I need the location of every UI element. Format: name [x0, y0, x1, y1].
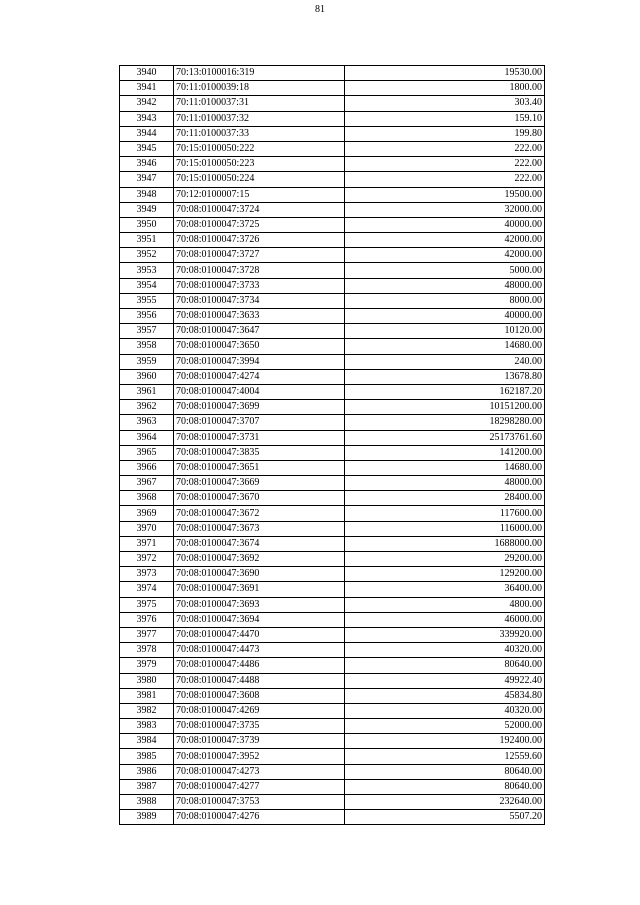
cadastral-number-cell: 70:08:0100047:3727	[174, 248, 345, 263]
row-number-cell: 3964	[120, 430, 174, 445]
row-number-cell: 3967	[120, 476, 174, 491]
table-row	[120, 552, 545, 567]
cadastral-number-cell: 70:11:0100037:32	[174, 111, 345, 126]
value-cell: 5000.00	[345, 263, 545, 278]
table-row	[120, 66, 545, 81]
row-number-cell: 3987	[120, 779, 174, 794]
row-number-cell: 3984	[120, 734, 174, 749]
table-row	[120, 445, 545, 460]
cadastral-number-cell: 70:08:0100047:3651	[174, 460, 345, 475]
row-number-cell: 3952	[120, 248, 174, 263]
value-cell: 116000.00	[345, 521, 545, 536]
row-number-cell: 3960	[120, 369, 174, 384]
value-cell: 25173761.60	[345, 430, 545, 445]
cadastral-number-cell: 70:08:0100047:4276	[174, 810, 345, 825]
cadastral-number-cell: 70:08:0100047:3835	[174, 445, 345, 460]
table-row	[120, 795, 545, 810]
value-cell: 5507.20	[345, 810, 545, 825]
row-number-cell: 3956	[120, 309, 174, 324]
table-row	[120, 339, 545, 354]
row-number-cell: 3944	[120, 126, 174, 141]
table-row	[120, 779, 545, 794]
cadastral-number-cell: 70:08:0100047:3734	[174, 293, 345, 308]
cadastral-number-cell: 70:08:0100047:3731	[174, 430, 345, 445]
cadastral-number-cell: 70:08:0100047:3753	[174, 795, 345, 810]
cadastral-number-cell: 70:12:0100007:15	[174, 187, 345, 202]
cadastral-number-cell: 70:08:0100047:4273	[174, 764, 345, 779]
value-cell: 40000.00	[345, 309, 545, 324]
table-row	[120, 460, 545, 475]
table-row	[120, 384, 545, 399]
value-cell: 42000.00	[345, 233, 545, 248]
table-row	[120, 643, 545, 658]
value-cell: 19530.00	[345, 66, 545, 81]
cadastral-number-cell: 70:08:0100047:3672	[174, 506, 345, 521]
cadastral-number-cell: 70:08:0100047:4486	[174, 658, 345, 673]
cadastral-number-cell: 70:08:0100047:3728	[174, 263, 345, 278]
table-row	[120, 567, 545, 582]
value-cell: 222.00	[345, 172, 545, 187]
value-cell: 52000.00	[345, 719, 545, 734]
cadastral-number-cell: 70:08:0100047:4470	[174, 627, 345, 642]
value-cell: 222.00	[345, 157, 545, 172]
value-cell: 36400.00	[345, 582, 545, 597]
table-row	[120, 627, 545, 642]
cadastral-number-cell: 70:08:0100047:4269	[174, 703, 345, 718]
row-number-cell: 3980	[120, 673, 174, 688]
cadastral-number-cell: 70:08:0100047:3994	[174, 354, 345, 369]
table-row	[120, 141, 545, 156]
cadastral-number-cell: 70:08:0100047:3673	[174, 521, 345, 536]
value-cell: 141200.00	[345, 445, 545, 460]
table-row	[120, 233, 545, 248]
value-cell: 129200.00	[345, 567, 545, 582]
row-number-cell: 3940	[120, 66, 174, 81]
value-cell: 199.80	[345, 126, 545, 141]
value-cell: 222.00	[345, 141, 545, 156]
table-row	[120, 293, 545, 308]
row-number-cell: 3950	[120, 217, 174, 232]
table-row	[120, 506, 545, 521]
table-row	[120, 688, 545, 703]
row-number-cell: 3955	[120, 293, 174, 308]
row-number-cell: 3945	[120, 141, 174, 156]
table-row	[120, 96, 545, 111]
cadastral-number-cell: 70:08:0100047:3694	[174, 612, 345, 627]
table-row	[120, 324, 545, 339]
value-cell: 10151200.00	[345, 400, 545, 415]
value-cell: 117600.00	[345, 506, 545, 521]
row-number-cell: 3963	[120, 415, 174, 430]
table-row	[120, 369, 545, 384]
table-row	[120, 582, 545, 597]
table-row	[120, 764, 545, 779]
row-number-cell: 3969	[120, 506, 174, 521]
cadastral-number-cell: 70:11:0100037:33	[174, 126, 345, 141]
row-number-cell: 3974	[120, 582, 174, 597]
row-number-cell: 3989	[120, 810, 174, 825]
value-cell: 80640.00	[345, 764, 545, 779]
value-cell: 40000.00	[345, 217, 545, 232]
value-cell: 192400.00	[345, 734, 545, 749]
table-row	[120, 187, 545, 202]
value-cell: 1688000.00	[345, 536, 545, 551]
table-row	[120, 202, 545, 217]
row-number-cell: 3943	[120, 111, 174, 126]
value-cell: 48000.00	[345, 476, 545, 491]
table-row	[120, 673, 545, 688]
row-number-cell: 3954	[120, 278, 174, 293]
row-number-cell: 3951	[120, 233, 174, 248]
cadastral-number-cell: 70:08:0100047:3691	[174, 582, 345, 597]
row-number-cell: 3946	[120, 157, 174, 172]
value-cell: 80640.00	[345, 658, 545, 673]
value-cell: 18298280.00	[345, 415, 545, 430]
row-number-cell: 3971	[120, 536, 174, 551]
row-number-cell: 3970	[120, 521, 174, 536]
row-number-cell: 3988	[120, 795, 174, 810]
row-number-cell: 3958	[120, 339, 174, 354]
table-row	[120, 521, 545, 536]
table-row	[120, 612, 545, 627]
cadastral-number-cell: 70:08:0100047:3739	[174, 734, 345, 749]
table-row	[120, 536, 545, 551]
table-body	[120, 66, 545, 825]
cadastral-number-cell: 70:08:0100047:3707	[174, 415, 345, 430]
cadastral-value-table	[119, 65, 545, 825]
row-number-cell: 3965	[120, 445, 174, 460]
table-row	[120, 400, 545, 415]
value-cell: 29200.00	[345, 552, 545, 567]
cadastral-number-cell: 70:15:0100050:222	[174, 141, 345, 156]
cadastral-number-cell: 70:08:0100047:3952	[174, 749, 345, 764]
value-cell: 162187.20	[345, 384, 545, 399]
table-row	[120, 597, 545, 612]
table-row	[120, 810, 545, 825]
table-row	[120, 658, 545, 673]
row-number-cell: 3973	[120, 567, 174, 582]
value-cell: 19500.00	[345, 187, 545, 202]
table-row	[120, 415, 545, 430]
value-cell: 48000.00	[345, 278, 545, 293]
row-number-cell: 3959	[120, 354, 174, 369]
cadastral-number-cell: 70:08:0100047:3725	[174, 217, 345, 232]
row-number-cell: 3983	[120, 719, 174, 734]
row-number-cell: 3961	[120, 384, 174, 399]
row-number-cell: 3957	[120, 324, 174, 339]
cadastral-number-cell: 70:11:0100037:31	[174, 96, 345, 111]
table-row	[120, 703, 545, 718]
value-cell: 14680.00	[345, 460, 545, 475]
value-cell: 159.10	[345, 111, 545, 126]
value-cell: 45834.80	[345, 688, 545, 703]
value-cell: 4800.00	[345, 597, 545, 612]
row-number-cell: 3947	[120, 172, 174, 187]
row-number-cell: 3976	[120, 612, 174, 627]
cadastral-number-cell: 70:15:0100050:223	[174, 157, 345, 172]
value-cell: 1800.00	[345, 81, 545, 96]
value-cell: 80640.00	[345, 779, 545, 794]
table-row	[120, 430, 545, 445]
table-row	[120, 749, 545, 764]
table-row	[120, 172, 545, 187]
row-number-cell: 3975	[120, 597, 174, 612]
cadastral-number-cell: 70:08:0100047:3733	[174, 278, 345, 293]
table-row	[120, 126, 545, 141]
cadastral-number-cell: 70:08:0100047:3633	[174, 309, 345, 324]
table-row	[120, 309, 545, 324]
value-cell: 232640.00	[345, 795, 545, 810]
value-cell: 10120.00	[345, 324, 545, 339]
table-row	[120, 734, 545, 749]
value-cell: 8000.00	[345, 293, 545, 308]
cadastral-number-cell: 70:08:0100047:3647	[174, 324, 345, 339]
value-cell: 40320.00	[345, 703, 545, 718]
cadastral-number-cell: 70:11:0100039:18	[174, 81, 345, 96]
table-row	[120, 491, 545, 506]
cadastral-number-cell: 70:15:0100050:224	[174, 172, 345, 187]
table-row	[120, 263, 545, 278]
cadastral-number-cell: 70:08:0100047:3608	[174, 688, 345, 703]
row-number-cell: 3978	[120, 643, 174, 658]
table-row	[120, 248, 545, 263]
value-cell: 28400.00	[345, 491, 545, 506]
value-cell: 12559.60	[345, 749, 545, 764]
cadastral-number-cell: 70:08:0100047:4277	[174, 779, 345, 794]
row-number-cell: 3981	[120, 688, 174, 703]
cadastral-number-cell: 70:08:0100047:3693	[174, 597, 345, 612]
cadastral-number-cell: 70:13:0100016:319	[174, 66, 345, 81]
row-number-cell: 3977	[120, 627, 174, 642]
cadastral-number-cell: 70:08:0100047:3692	[174, 552, 345, 567]
table-row	[120, 476, 545, 491]
row-number-cell: 3962	[120, 400, 174, 415]
value-cell: 32000.00	[345, 202, 545, 217]
table-row	[120, 278, 545, 293]
cadastral-number-cell: 70:08:0100047:3650	[174, 339, 345, 354]
row-number-cell: 3948	[120, 187, 174, 202]
cadastral-number-cell: 70:08:0100047:3735	[174, 719, 345, 734]
table-row	[120, 354, 545, 369]
value-cell: 49922.40	[345, 673, 545, 688]
table-row	[120, 111, 545, 126]
row-number-cell: 3966	[120, 460, 174, 475]
cadastral-number-cell: 70:08:0100047:3674	[174, 536, 345, 551]
row-number-cell: 3979	[120, 658, 174, 673]
cadastral-number-cell: 70:08:0100047:3724	[174, 202, 345, 217]
value-cell: 13678.80	[345, 369, 545, 384]
row-number-cell: 3941	[120, 81, 174, 96]
cadastral-number-cell: 70:08:0100047:3726	[174, 233, 345, 248]
cadastral-number-cell: 70:08:0100047:3669	[174, 476, 345, 491]
row-number-cell: 3953	[120, 263, 174, 278]
cadastral-number-cell: 70:08:0100047:4274	[174, 369, 345, 384]
cadastral-number-cell: 70:08:0100047:4004	[174, 384, 345, 399]
cadastral-number-cell: 70:08:0100047:3699	[174, 400, 345, 415]
row-number-cell: 3985	[120, 749, 174, 764]
value-cell: 14680.00	[345, 339, 545, 354]
table-row	[120, 217, 545, 232]
row-number-cell: 3972	[120, 552, 174, 567]
cadastral-number-cell: 70:08:0100047:4488	[174, 673, 345, 688]
cadastral-number-cell: 70:08:0100047:3670	[174, 491, 345, 506]
row-number-cell: 3968	[120, 491, 174, 506]
row-number-cell: 3986	[120, 764, 174, 779]
table-row	[120, 81, 545, 96]
table-row	[120, 157, 545, 172]
row-number-cell: 3982	[120, 703, 174, 718]
page-number: 81	[315, 4, 325, 15]
cadastral-number-cell: 70:08:0100047:3690	[174, 567, 345, 582]
value-cell: 240.00	[345, 354, 545, 369]
cadastral-number-cell: 70:08:0100047:4473	[174, 643, 345, 658]
value-cell: 339920.00	[345, 627, 545, 642]
row-number-cell: 3949	[120, 202, 174, 217]
value-cell: 42000.00	[345, 248, 545, 263]
table-row	[120, 719, 545, 734]
row-number-cell: 3942	[120, 96, 174, 111]
value-cell: 46000.00	[345, 612, 545, 627]
value-cell: 40320.00	[345, 643, 545, 658]
value-cell: 303.40	[345, 96, 545, 111]
